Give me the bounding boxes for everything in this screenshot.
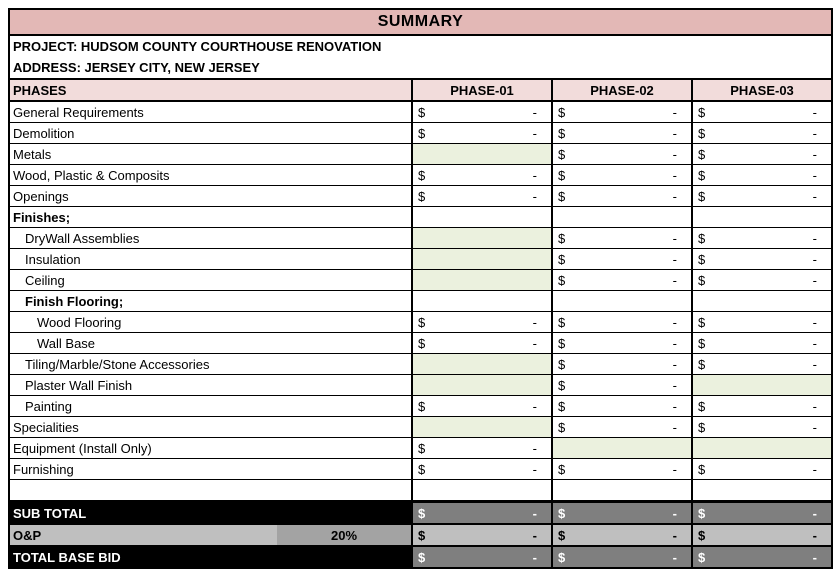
currency-symbol: $ (558, 377, 566, 393)
currency-symbol: $ (558, 356, 566, 372)
spacer-cell (412, 480, 552, 502)
empty-amount: - (672, 314, 677, 330)
empty-amount: - (532, 167, 537, 183)
currency-symbol: $ (418, 527, 426, 543)
amount-cell[interactable] (692, 459, 832, 480)
currency-symbol: $ (418, 104, 426, 120)
row-label[interactable]: Equipment (Install Only) (9, 438, 412, 459)
empty-amount: - (672, 125, 677, 141)
row-label[interactable]: Wood, Plastic & Composits (9, 165, 412, 186)
table-row (9, 186, 832, 207)
currency-symbol: $ (698, 125, 706, 141)
amount-cell[interactable] (552, 312, 692, 333)
amount-cell[interactable] (552, 228, 692, 249)
row-label[interactable]: Tiling/Marble/Stone Accessories (9, 354, 412, 375)
amount-cell[interactable] (692, 144, 832, 165)
column-header-row (9, 79, 832, 101)
empty-amount: - (532, 314, 537, 330)
row-label[interactable]: Plaster Wall Finish (9, 375, 412, 396)
currency-symbol: $ (698, 104, 706, 120)
op-phase-01[interactable] (412, 524, 552, 546)
empty-amount: - (672, 167, 677, 183)
amount-cell[interactable] (552, 249, 692, 270)
table-row (9, 438, 832, 459)
amount-cell[interactable] (552, 333, 692, 354)
currency-symbol: $ (558, 398, 566, 414)
phase-02-header: PHASE-02 (552, 79, 692, 101)
currency-symbol: $ (558, 251, 566, 267)
amount-cell[interactable] (412, 186, 552, 207)
info-row (9, 35, 832, 79)
currency-symbol: $ (698, 335, 706, 351)
amount-cell[interactable] (552, 101, 692, 123)
phase-01-header: PHASE-01 (412, 79, 552, 101)
amount-cell[interactable] (412, 459, 552, 480)
currency-symbol: $ (418, 461, 426, 477)
currency-symbol: $ (418, 440, 426, 456)
empty-amount: - (672, 104, 677, 120)
empty-amount: - (672, 419, 677, 435)
blank-cell[interactable] (692, 207, 832, 228)
total-phase-03[interactable] (692, 546, 832, 568)
spacer-row (9, 480, 832, 502)
amount-cell[interactable] (552, 354, 692, 375)
amount-cell[interactable] (552, 144, 692, 165)
table-row (9, 417, 832, 438)
currency-symbol: $ (418, 335, 426, 351)
total-phase-02[interactable] (552, 546, 692, 568)
table-row (9, 270, 832, 291)
empty-amount: - (672, 505, 677, 521)
empty-amount: - (812, 251, 817, 267)
row-label[interactable]: Painting (9, 396, 412, 417)
amount-cell[interactable] (412, 101, 552, 123)
empty-amount: - (812, 125, 817, 141)
row-label[interactable]: Wood Flooring (9, 312, 412, 333)
currency-symbol: $ (558, 104, 566, 120)
summary-sheet (8, 8, 831, 569)
phase-03-header: PHASE-03 (692, 79, 832, 101)
sub-total-row (9, 502, 832, 525)
phase-rows (9, 101, 832, 480)
empty-amount: - (672, 251, 677, 267)
amount-cell[interactable] (412, 333, 552, 354)
table-row (9, 333, 832, 354)
currency-symbol: $ (558, 167, 566, 183)
currency-symbol: $ (558, 527, 566, 543)
amount-cell[interactable] (552, 186, 692, 207)
empty-amount: - (812, 505, 817, 521)
currency-symbol: $ (558, 125, 566, 141)
empty-amount: - (532, 125, 537, 141)
currency-symbol: $ (698, 251, 706, 267)
empty-amount: - (532, 398, 537, 414)
empty-amount: - (812, 527, 817, 543)
currency-symbol: $ (558, 188, 566, 204)
currency-symbol: $ (698, 356, 706, 372)
row-label[interactable]: Openings (9, 186, 412, 207)
currency-symbol: $ (698, 398, 706, 414)
table-row (9, 291, 832, 312)
empty-amount: - (812, 549, 817, 565)
project-line: PROJECT: HUDSOM COUNTY COURTHOUSE RENOVATION (13, 39, 382, 54)
table-row (9, 207, 832, 228)
op-row (9, 524, 832, 546)
currency-symbol: $ (698, 505, 706, 521)
empty-amount: - (812, 335, 817, 351)
empty-amount: - (672, 146, 677, 162)
row-label[interactable]: Wall Base (9, 333, 412, 354)
row-label[interactable]: Ceiling (9, 270, 412, 291)
page-title: SUMMARY (9, 9, 832, 35)
amount-cell[interactable] (552, 396, 692, 417)
op-rate[interactable]: 20% (277, 524, 412, 546)
empty-amount: - (672, 335, 677, 351)
currency-symbol: $ (558, 272, 566, 288)
currency-symbol: $ (418, 549, 426, 565)
total-base-bid-label: TOTAL BASE BID (9, 546, 412, 568)
sub-total-phase-02[interactable] (552, 502, 692, 525)
amount-cell[interactable] (692, 165, 832, 186)
currency-symbol: $ (558, 230, 566, 246)
blank-cell[interactable] (552, 291, 692, 312)
empty-amount: - (532, 335, 537, 351)
total-phase-01[interactable] (412, 546, 552, 568)
row-label[interactable]: Insulation (9, 249, 412, 270)
currency-symbol: $ (418, 125, 426, 141)
empty-amount: - (672, 188, 677, 204)
table-row (9, 354, 832, 375)
table-row (9, 165, 832, 186)
total-base-bid-row (9, 546, 832, 568)
shaded-cell[interactable] (412, 417, 552, 438)
empty-amount: - (532, 549, 537, 565)
amount-cell[interactable] (692, 396, 832, 417)
currency-symbol: $ (698, 527, 706, 543)
blank-cell[interactable] (412, 207, 552, 228)
summary-table (8, 8, 833, 569)
row-label[interactable]: Specialities (9, 417, 412, 438)
shaded-cell[interactable] (412, 270, 552, 291)
amount-cell[interactable] (692, 312, 832, 333)
table-row (9, 375, 832, 396)
amount-cell[interactable] (692, 270, 832, 291)
currency-symbol: $ (698, 419, 706, 435)
spacer-cell (692, 480, 832, 502)
title-row (9, 9, 832, 35)
shaded-cell[interactable] (692, 438, 832, 459)
currency-symbol: $ (698, 146, 706, 162)
amount-cell[interactable] (412, 312, 552, 333)
empty-amount: - (812, 167, 817, 183)
table-row (9, 312, 832, 333)
currency-symbol: $ (418, 505, 426, 521)
op-label: O&P (9, 524, 277, 546)
row-label[interactable]: Metals (9, 144, 412, 165)
table-row (9, 249, 832, 270)
amount-cell[interactable] (552, 123, 692, 144)
amount-cell[interactable] (692, 123, 832, 144)
address-line: ADDRESS: JERSEY CITY, NEW JERSEY (13, 60, 260, 75)
table-row (9, 396, 832, 417)
empty-amount: - (672, 549, 677, 565)
row-label[interactable]: Furnishing (9, 459, 412, 480)
blank-cell[interactable] (692, 291, 832, 312)
currency-symbol: $ (418, 398, 426, 414)
empty-amount: - (812, 461, 817, 477)
empty-amount: - (672, 230, 677, 246)
amount-cell[interactable] (552, 270, 692, 291)
empty-amount: - (812, 419, 817, 435)
empty-amount: - (812, 146, 817, 162)
table-row (9, 228, 832, 249)
empty-amount: - (812, 272, 817, 288)
sub-total-label: SUB TOTAL (9, 502, 412, 525)
blank-cell[interactable] (552, 207, 692, 228)
amount-cell[interactable] (552, 417, 692, 438)
table-row (9, 144, 832, 165)
empty-amount: - (672, 377, 677, 393)
currency-symbol: $ (418, 188, 426, 204)
amount-cell[interactable] (692, 333, 832, 354)
spacer-cell (9, 480, 412, 502)
spacer-cell (552, 480, 692, 502)
empty-amount: - (532, 440, 537, 456)
shaded-cell[interactable] (412, 144, 552, 165)
phases-header: PHASES (9, 79, 412, 101)
empty-amount: - (532, 505, 537, 521)
amount-cell[interactable] (412, 165, 552, 186)
currency-symbol: $ (558, 505, 566, 521)
currency-symbol: $ (418, 167, 426, 183)
row-label[interactable]: Finish Flooring; (9, 291, 412, 312)
amount-cell[interactable] (552, 459, 692, 480)
shaded-cell[interactable] (552, 438, 692, 459)
amount-cell[interactable] (692, 186, 832, 207)
amount-cell[interactable] (692, 101, 832, 123)
amount-cell[interactable] (552, 375, 692, 396)
currency-symbol: $ (698, 230, 706, 246)
currency-symbol: $ (558, 461, 566, 477)
table-row (9, 123, 832, 144)
currency-symbol: $ (558, 419, 566, 435)
empty-amount: - (532, 188, 537, 204)
currency-symbol: $ (558, 549, 566, 565)
amount-cell[interactable] (692, 354, 832, 375)
currency-symbol: $ (558, 314, 566, 330)
table-row (9, 459, 832, 480)
empty-amount: - (812, 104, 817, 120)
row-label[interactable]: General Requirements (9, 101, 412, 123)
row-label[interactable]: Demolition (9, 123, 412, 144)
amount-cell[interactable] (552, 165, 692, 186)
empty-amount: - (672, 461, 677, 477)
table-row (9, 101, 832, 123)
currency-symbol: $ (698, 188, 706, 204)
shaded-cell[interactable] (412, 375, 552, 396)
amount-cell[interactable] (412, 396, 552, 417)
currency-symbol: $ (558, 335, 566, 351)
currency-symbol: $ (558, 146, 566, 162)
empty-amount: - (532, 461, 537, 477)
empty-amount: - (812, 230, 817, 246)
amount-cell[interactable] (412, 123, 552, 144)
info-block (9, 35, 832, 79)
sub-total-phase-03[interactable] (692, 502, 832, 525)
currency-symbol: $ (698, 167, 706, 183)
empty-amount: - (532, 527, 537, 543)
shaded-cell[interactable] (412, 249, 552, 270)
op-phase-02[interactable] (552, 524, 692, 546)
empty-amount: - (672, 356, 677, 372)
sub-total-phase-01[interactable] (412, 502, 552, 525)
currency-symbol: $ (698, 272, 706, 288)
empty-amount: - (672, 272, 677, 288)
shaded-cell[interactable] (412, 354, 552, 375)
currency-symbol: $ (698, 549, 706, 565)
blank-cell[interactable] (412, 291, 552, 312)
empty-amount: - (812, 398, 817, 414)
row-label[interactable]: DryWall Assemblies (9, 228, 412, 249)
empty-amount: - (812, 188, 817, 204)
op-phase-03[interactable] (692, 524, 832, 546)
currency-symbol: $ (698, 461, 706, 477)
empty-amount: - (812, 356, 817, 372)
amount-cell[interactable] (692, 249, 832, 270)
empty-amount: - (672, 398, 677, 414)
amount-cell[interactable] (692, 417, 832, 438)
amount-cell[interactable] (412, 438, 552, 459)
row-label[interactable]: Finishes; (9, 207, 412, 228)
empty-amount: - (672, 527, 677, 543)
empty-amount: - (812, 314, 817, 330)
currency-symbol: $ (418, 314, 426, 330)
amount-cell[interactable] (692, 228, 832, 249)
currency-symbol: $ (698, 314, 706, 330)
shaded-cell[interactable] (412, 228, 552, 249)
empty-amount: - (532, 104, 537, 120)
shaded-cell[interactable] (692, 375, 832, 396)
